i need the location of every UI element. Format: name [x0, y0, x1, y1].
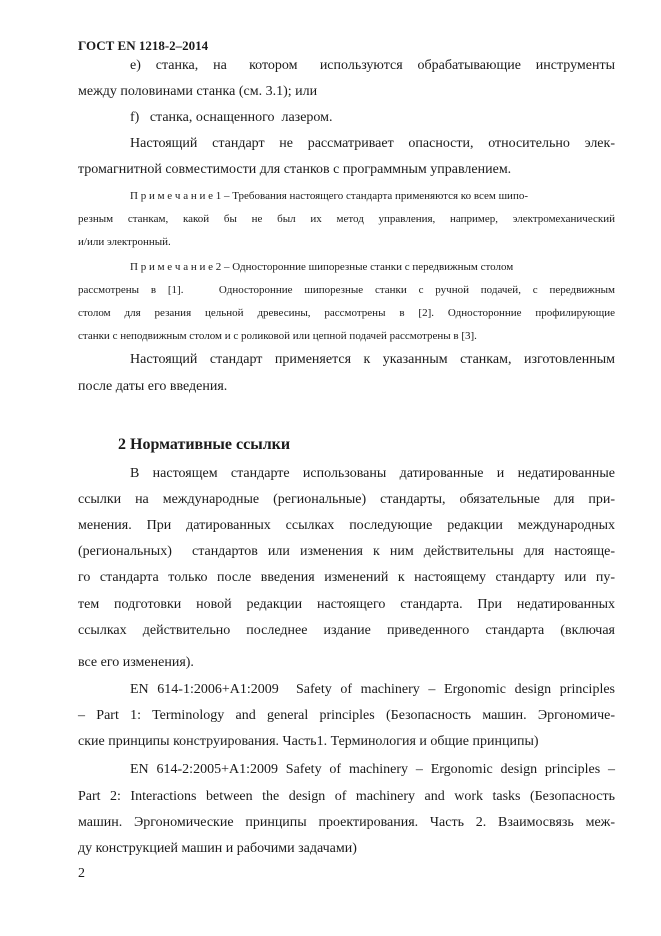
- reference-line: ские принципы конструирования. Часть1. Терминология и общие принципы): [78, 734, 539, 749]
- text-line: все его изменения).: [78, 655, 194, 670]
- note-1-line: и/или электронный.: [78, 236, 171, 248]
- note-1: П р и м е ч а н и е 1 – Требования настоящего стандарта применяются ко всем шипо-: [130, 190, 528, 202]
- section-heading: 2 Нормативные ссылки: [118, 436, 291, 453]
- text-line: ссылки на международные (региональные) стандарты, обязательные для при-: [78, 492, 615, 507]
- text-line: после даты его введения.: [78, 379, 228, 394]
- reference-line: машин. Эргономические принципы проектирования. Часть 2. Взаимосвязь меж-: [78, 815, 615, 830]
- reference-line: ду конструкцией машин и рабочими задачами): [78, 841, 357, 856]
- text-line: Настоящий стандарт применяется к указанным станкам, изготовленным: [130, 352, 615, 367]
- note-2-line: столом для резания цельной древесины, рассмотрены в [2]. Односторонние профилирующие: [78, 307, 615, 319]
- list-item-f: f) станка, оснащенного лазером.: [130, 110, 333, 125]
- text-line: В настоящем стандарте использованы датированные и недатированные: [130, 466, 615, 481]
- document-header: ГОСТ EN 1218-2–2014: [78, 38, 209, 53]
- note-2-line: рассмотрены в [1]. Односторонние шипорезные станки с ручной подачей, с передвижным: [78, 284, 615, 296]
- text-line: между половинами станка (см. 3.1); или: [78, 84, 318, 99]
- reference-en-614-2: EN 614-2:2005+A1:2009 Safety of machinery – Ergonomic design principles –: [130, 762, 615, 777]
- page-number: 2: [78, 866, 85, 881]
- text-line: ссылках действительно последнее издание приведенного стандарта (включая: [78, 623, 615, 638]
- text-line: тромагнитной совместимости для станков с программным управлением.: [78, 162, 512, 177]
- note-1-line: резным станкам, какой бы не был их метод управления, например, электромеханический: [78, 213, 615, 225]
- list-item-e: e) станка, на котором используются обрабатывающие инструменты: [130, 58, 615, 73]
- text-line: го стандарта только после введения изменений к настоящему стандарту или пу-: [78, 570, 615, 585]
- text-line: Настоящий стандарт не рассматривает опасности, относительно элек-: [130, 136, 615, 151]
- reference-line: Part 2: Interactions between the design of machinery and work tasks (Безопасность: [78, 789, 615, 804]
- note-2: П р и м е ч а н и е 2 – Односторонние шипорезные станки с передвижным столом: [130, 261, 514, 273]
- text-line: менения. При датированных ссылках последующие редакции международных: [78, 518, 615, 533]
- text-line: (региональных) стандартов или изменения к ним действительны для настояще-: [78, 544, 615, 559]
- text-line: тем подготовки новой редакции настоящего стандарта. При недатированных: [78, 597, 615, 612]
- reference-en-614-1: EN 614-1:2006+A1:2009 Safety of machinery – Ergonomic design principles: [130, 682, 615, 697]
- reference-line: – Part 1: Terminology and general principles (Безопасность машин. Эргономиче-: [78, 708, 615, 723]
- note-2-line: станки с неподвижным столом и с роликовой или цепной подачей рассмотрены в [3].: [78, 330, 477, 342]
